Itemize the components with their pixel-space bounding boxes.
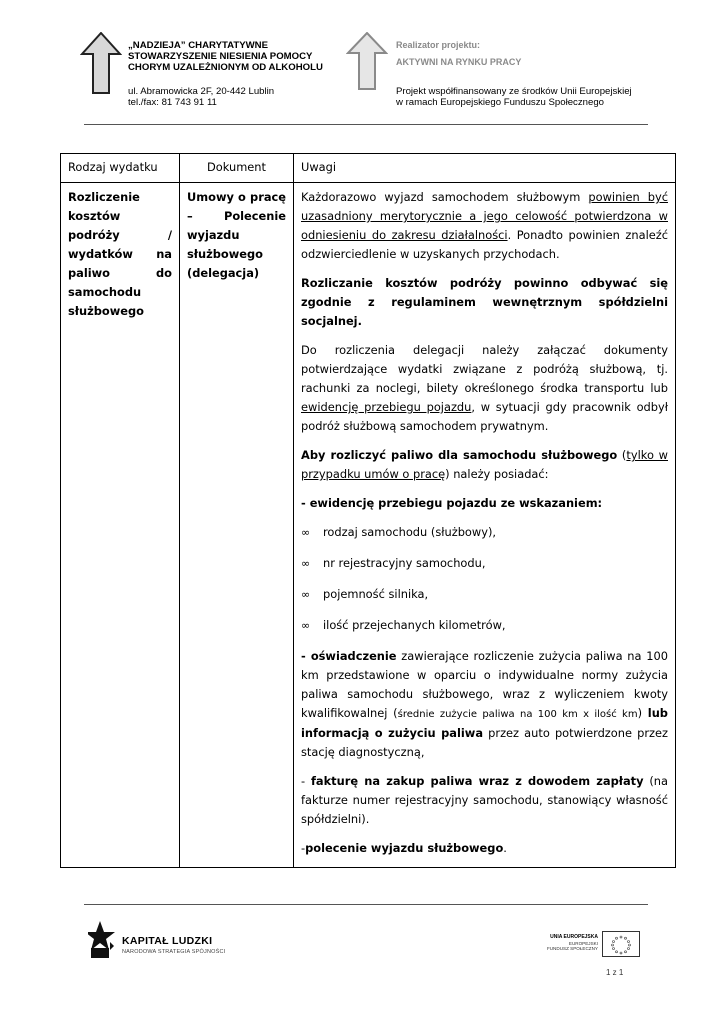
- list-item: ∞ pojemność silnika,: [301, 585, 668, 604]
- org-contact: [128, 86, 274, 108]
- notes-paragraph-1: Każdorazowo wyjazd samochodem służbowym powinien być uzasadniony merytorycznie a jego celowość potwierdzona w odniesieniu do zakresu działalności. Ponadto powinien znaleźć odzwierciedlenie w uzyskanych przychodach.: [301, 190, 668, 261]
- infinity-bullet-icon: ∞: [301, 557, 311, 570]
- page-number: 1 z 1: [606, 968, 624, 977]
- org-phone: tel./fax: 81 743 91 11: [128, 97, 217, 108]
- notes-paragraph-3: Do rozliczenia delegacji należy załączać dokumenty potwierdzające wydatki związane z podróżą służbową, tj. rachunki za noclegi, bilety określonego środka transportu lub ewidencję przebiegu pojazdu, w sytuacji gdy pracownik odbył podróż służbową samochodem prywatnym.: [301, 343, 668, 433]
- document-cell: Umowy o pracę – Polecenie wyjazdu służbowego (delegacja): [180, 183, 294, 868]
- list-item: ∞ ilość przejechanych kilometrów,: [301, 616, 668, 635]
- list-item: ∞ nr rejestracyjny samochodu,: [301, 554, 668, 573]
- org-name: „NADZIEJA” CHARYTATYWNE STOWARZYSZENIE NIESIENIA POMOCY CHORYM UZALEŻNIONYM OD ALKOHOLU: [128, 40, 323, 73]
- nadzieja-arrow-logo: [80, 32, 122, 94]
- infinity-bullet-icon: ∞: [301, 619, 311, 632]
- header-document: Dokument: [180, 154, 294, 183]
- expense-type-cell: Rozliczenie kosztów podróży / wydatków na paliwo do samochodu służbowego: [61, 183, 180, 868]
- header-notes: Uwagi: [294, 154, 676, 183]
- table-row: [61, 183, 676, 868]
- kapital-ludzki-subtitle: NARODOWA STRATEGIA SPÓJNOŚCI: [122, 949, 226, 955]
- list-item: ∞ rodzaj samochodu (służbowy),: [301, 523, 668, 542]
- table-header-row: [61, 154, 676, 183]
- notes-paragraph-7: - fakturę na zakup paliwa wraz z dowodem zapłaty (na fakturze numer rejestracyjny samochodu, stanowiący własność spółdzielni).: [301, 774, 669, 826]
- header-divider: [84, 124, 648, 125]
- notes-paragraph-6: - oświadczenie zawierające rozliczenie zużycia paliwa na 100 km przedstawione w oparciu o indywidualne normy zużycia paliwa samochodu służbowego, wraz z wyliczeniem kwoty kwalifikowalnej (średnie zużycie paliwa na 100 km x ilość km) lub informacją o zużyciu paliwa przez auto potwierdzone przez stację diagnostyczną,: [301, 649, 669, 759]
- org-address: ul. Abramowicka 2F, 20-442 Lublin: [128, 86, 275, 97]
- page-header: [0, 0, 724, 130]
- realizer-arrow-logo: [346, 32, 388, 90]
- notes-cell: [294, 183, 676, 868]
- kapital-ludzki-logo-icon: [88, 920, 118, 960]
- notes-paragraph-2: Rozliczanie kosztów podróży powinno odbywać się zgodnie z regulaminem wewnętrznym spółdzielni socjalnej.: [301, 276, 668, 328]
- footer-divider: [84, 904, 648, 905]
- kapital-ludzki-title: KAPITAŁ LUDZKI: [122, 935, 213, 947]
- eu-logo-text: UNIA EUROPEJSKA EUROPEJSKI FUNDUSZ SPOŁECZNY: [546, 934, 598, 952]
- project-funding-note: Projekt współfinansowany ze środków Unii Europejskiej w ramach Europejskiego Funduszu Społecznego: [396, 86, 632, 108]
- eu-flag-icon: [602, 931, 640, 957]
- notes-paragraph-4: Aby rozliczyć paliwo dla samochodu służbowego (tylko w przypadku umów o pracę) należy posiadać:: [301, 448, 668, 481]
- infinity-bullet-icon: ∞: [301, 588, 311, 601]
- realizer-label: Realizator projektu:: [396, 40, 481, 50]
- header-expense-type: Rodzaj wydatku: [61, 154, 180, 183]
- realizer-name: AKTYWNI NA RYNKU PRACY: [396, 57, 522, 67]
- notes-paragraph-8: -polecenie wyjazdu służbowego.: [301, 841, 507, 855]
- infinity-bullet-icon: ∞: [301, 526, 311, 539]
- notes-paragraph-5: - ewidencję przebiegu pojazdu ze wskazaniem:: [301, 496, 603, 510]
- expense-table: [60, 153, 676, 868]
